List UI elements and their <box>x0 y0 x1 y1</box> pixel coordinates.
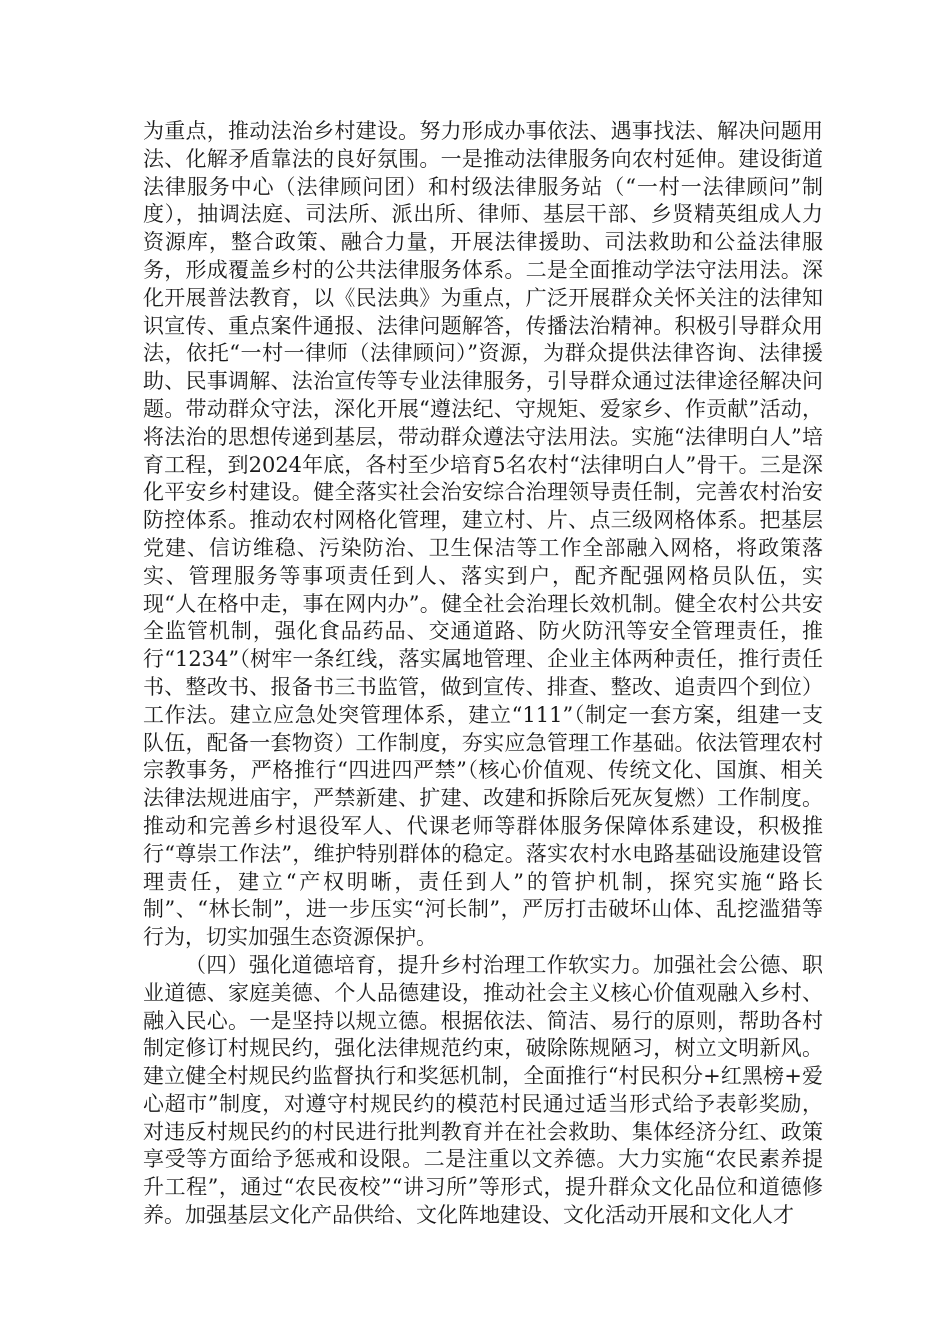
document-page <box>143 118 823 1230</box>
section-paragraph-4: （四）强化道德培育，提升乡村治理工作软实力。加强社会公德、职业道德、家庭美德、个人品德建设，推动社会主义核心价值观融入乡村、融入民心。一是坚持以规立德。根据依法、简洁、易行的原则，帮助各村制定修订村规民约，强化法律规范约束，破除陈规陋习，树立文明新风。建立健全村规民约监督执行和奖惩机制，全面推行“村民积分+红黑榜+爱心超市”制度，对遵守村规民约的模范村民通过适当形式给予表彰奖励，对违反村规民约的村民进行批判教育并在社会救助、集体经济分红、政策享受等方面给予惩戒和设限。二是注重以文养德。大力实施“农民素养提升工程”，通过“农民夜校”“讲习所”等形式，提升群众文化品位和道德修养。加强基层文化产品供给、文化阵地建设、文化活动开展和文化人才 <box>143 952 823 1228</box>
body-paragraph: 为重点，推动法治乡村建设。努力形成办事依法、遇事找法、解决问题用法、化解矛盾靠法的良好氛围。一是推动法律服务向农村延伸。建设街道法律服务中心（法律顾问团）和村级法律服务站（“一村一法律顾问”制度），抽调法庭、司法所、派出所、律师、基层干部、乡贤精英组成人力资源库，整合政策、融合力量，开展法律援助、司法救助和公益法律服务，形成覆盖乡村的公共法律服务体系。二是全面推动学法守法用法。深化开展普法教育，以《民法典》为重点，广泛开展群众关怀关注的法律知识宣传、重点案件通报、法律问题解答，传播法治精神。积极引导群众用法，依托“一村一律师（法律顾问）”资源，为群众提供法律咨询、法律援助、民事调解、法治宣传等专业法律服务，引导群众通过法律途径解决问题。带动群众守法，深化开展“遵法纪、守规矩、爱家乡、作贡献”活动，将法治的思想传递到基层，带动群众遵法守法用法。实施“法律明白人”培育工程，到2024年底，各村至少培育5名农村“法律明白人”骨干。三是深化平安乡村建设。健全落实社会治安综合治理领导责任制，完善农村治安防控体系。推动农村网格化管理，建立村、片、点三级网格体系。把基层党建、信访维稳、污染防治、卫生保洁等工作全部融入网格，将政策落实、管理服务等事项责任到人、落实到户，配齐配强网格员队伍，实现“人在格中走，事在网内办”。健全社会治理长效机制。健全农村公共安全监管机制，强化食品药品、交通道路、防火防汛等安全管理责任，推行“1234”（树牢一条红线，落实属地管理、企业主体两种责任，推行责任书、整改书、报备书三书监管，做到宣传、排查、整改、追责四个到位）工作法。建立应急处突管理体系，建立“111”（制定一套方案，组建一支队伍，配备一套物资）工作制度，夯实应急管理工作基础。依法管理农村宗教事务，严格推行“四进四严禁”（核心价值观、传统文化、国旗、相关法律法规进庙宇，严禁新建、扩建、改建和拆除后死灰复燃）工作制度。推动和完善乡村退役军人、代课老师等群体服务保障体系建设，积极推行“尊崇工作法”，维护特别群体的稳定。落实农村水电路基础设施建设管理责任，建立“产权明晰，责任到人”的管护机制，探究实施“路长制”、“林长制”，进一步压实“河长制”，严厉打击破坏山体、乱挖滥猎等行为，切实加强生态资源保护。 <box>143 119 823 950</box>
